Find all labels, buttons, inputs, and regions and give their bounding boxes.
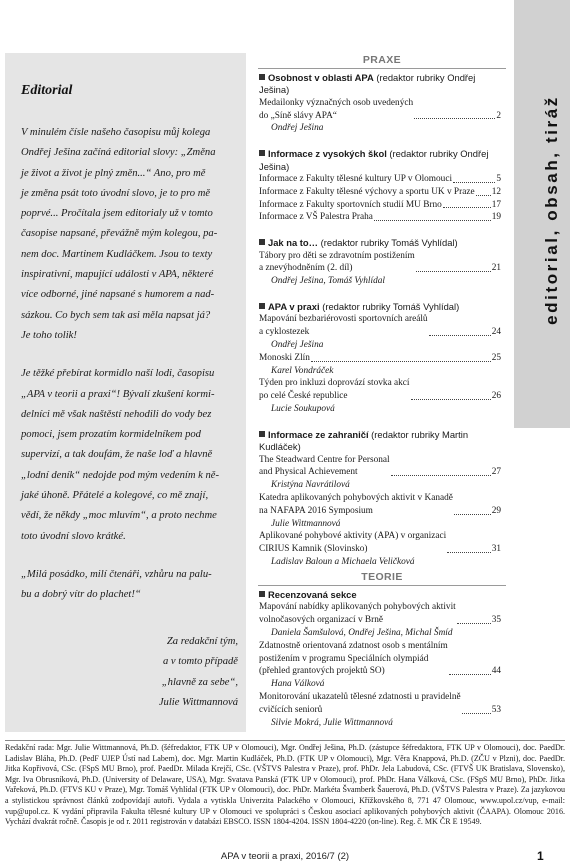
square-bullet-icon — [259, 74, 265, 80]
toc-section — [259, 72, 501, 135]
toc-section-heading: Osobnost v oblasti APA (redaktor rubriky Ondřej Ješina) — [259, 72, 476, 96]
editorial-paragraph: „Milá posádko, milí čtenáři, vzhůru na palu- bu a dobrý vítr do plachet!“ — [21, 568, 212, 601]
toc-author: Julie Wittmannová — [271, 518, 341, 529]
toc-section-heading: Jak na to… (redaktor rubriky Tomáš Vyhlídal) — [259, 237, 501, 249]
editorial-board-credits: Redakční rada: Mgr. Julie Wittmannová, Ph.D. (šéfredaktor, FTK UP v Olomouci), Mgr. Ondřej Ješina, Ph.D. (zástupce šéfredaktora, FTK UP v Olomouci), doc. PaedDr. Ladislav Bláha, Ph.D. (PedF UJEP Ústí nad Labem), doc. Mgr. Martin Kudláček, Ph.D. (FTK UP v Olomouci), Mgr. Věra Knappová, Ph.D. (ZČU v Plzni), doc. PaedDr. Jitka Kopřivová, CSc. (FSpS MU Brno), prof. PaedDr. Milada Krejčí, CSc. (VŠTVS Palestra v Praze), prof. PhDr. Jela Labudová, CSc. (FTVŠ UK Bratislava, Slovensko), Mgr. Iva Obrusníková, Ph.D. (University of Delaware, USA), Mgr. Svatava Panská (FTK UP v Olomouci), prof. PhDr. Hana Válková, CSc. (FSpS MU Brno), PhDr. Jitka Vařeková, Ph.D. (FTVS KU v Praze), Mgr. Tomáš Vyhlídal (FTK UP v Olomouci), doc. PhDr. Markéta Švamberk Šauerová, Ph.D. (VŠTVS Palestra v Praze). Za jazykovou a stylistickou správnost článků zodpovídají autoři. Vydala a vytiskla Univerzita Palackého v Olomouci, Křížkovského 8, 771 47 Olomouc, www.upol.cz/vup, e-mail: vup@upol.cz. K vydání připravila Fakulta tělesné kultury UP v Olomouci ve spolupráci s Českou asociací aplikovaných pohybových aktivit (ČAAPA). Olomouc 2016. Vychází dvakrát ročně. Časopis je od r. 2011 registrován v databázi EBSCO. ISSN 1804-4204. ISSN 1804-4220 (on-line). Reg. č. MK ČR E 19549. — [5, 743, 565, 827]
table-of-contents — [259, 72, 501, 582]
editorial-signature: Za redakční tým, a v tomto případě „hlavně za sebe“, Julie Wittmannová — [158, 636, 238, 708]
section-heading-teorie: TEORIE — [361, 571, 403, 583]
editorial-title: Editorial — [21, 83, 73, 98]
toc-author: Silvie Mokrá, Julie Wittmannová — [271, 717, 393, 728]
toc-section — [259, 148, 501, 224]
toc-section-heading: Informace ze zahraničí (redaktor rubriky Martin Kudláček) — [259, 428, 469, 453]
toc-section — [259, 237, 501, 288]
toc-section — [259, 429, 501, 569]
toc-section-heading: APA v praxi (redaktor rubriky Tomáš Vyhlídal) — [259, 301, 501, 313]
section-rule — [258, 68, 506, 69]
toc-section — [259, 589, 501, 729]
footer-rule — [5, 740, 565, 741]
toc-author: Hana Válková — [271, 679, 325, 690]
toc-author: Lucie Soukupová — [271, 403, 335, 414]
toc-author: Karel Vondráček — [271, 365, 334, 376]
square-bullet-icon — [259, 303, 265, 309]
toc-entry[interactable]: Týden pro inkluzi doprovází stovka akcí po celé České republice 26 — [259, 378, 501, 402]
toc-entry[interactable]: Medailonky význačných osob uvedených do „Síně slávy APA“ 2 — [259, 97, 501, 121]
toc-author: Ondřej Ješina — [271, 123, 324, 134]
section-rule — [258, 585, 506, 586]
toc-section — [259, 301, 501, 416]
toc-entry[interactable]: Katedra aplikovaných pohybových aktivit v Kanadě na NAFAPA 2016 Symposium 29 — [259, 492, 501, 516]
toc-entry[interactable]: Informace z Fakulty tělesné kultury UP v Olomouci 5 — [259, 174, 501, 185]
toc-author: Ladislav Baloun a Michaela Veličková — [271, 556, 415, 567]
square-bullet-icon — [259, 591, 265, 597]
toc-entry[interactable]: Monoski Zlín 25 — [259, 352, 501, 363]
toc-entry[interactable]: Informace z Fakulty tělesné výchovy a sportu UK v Praze 12 — [259, 186, 501, 197]
toc-entry[interactable]: Aplikované pohybové aktivity (APA) v organizaci CIRIUS Kamnik (Slovinsko) 31 — [259, 531, 501, 555]
toc-author: Ondřej Ješina — [271, 340, 324, 350]
toc-entry[interactable]: Zdatnostně orientovaná zdatnost osob s mentálním postižením v programu Speciálních olympiád (přehled grantových projektů SO) 44 — [259, 640, 501, 677]
page-number: 1 — [537, 849, 544, 863]
square-bullet-icon — [259, 239, 265, 245]
toc-author: Daniela Šamšulová, Ondřej Ješina, Michal Šmíd — [271, 628, 453, 638]
toc-entry[interactable]: Mapování nabídky aplikovaných pohybových aktivit volnočasových organizací v Brně 35 — [259, 602, 501, 626]
section-heading-praxe: PRAXE — [362, 54, 402, 66]
square-bullet-icon — [259, 150, 265, 156]
side-tab-label: editorial, obsah, tiráž — [542, 95, 561, 325]
editorial-body — [21, 123, 238, 624]
table-of-contents-theory — [259, 589, 501, 742]
toc-section-heading: Recenzovaná sekce — [259, 589, 501, 601]
toc-section-heading: Informace z vysokých škol (redaktor rubriky Ondřej Ješina) — [259, 148, 489, 172]
toc-author: Ondřej Ješina, Tomáš Vyhlídal — [271, 276, 385, 287]
toc-entry[interactable]: Informace z VŠ Palestra Praha 19 — [259, 212, 501, 223]
editorial-paragraph: Je těžké přebírat kormidlo naší lodi, časopisu „APA v teorii a praxi“! Bývalí zkušení kormi- delníci mě však naštěstí nehodili do vody bez pomoci, jsem prozatím kormidelníkem pod supervizí, a tak doufám, že naše loď a hlavně „lodní deník“ nedojde pod mým vedením k ně- jaké úhoně. Přátelé a kolegové, co mě znají, vědí, že někdy „moc mluvím“, a proto nechme toto úvodní slovo krátké. — [21, 368, 219, 542]
journal-footer: APA v teorii a praxi, 2016/7 (2) — [220, 851, 350, 862]
editorial-paragraph: V minulém čísle našeho časopisu můj kolega Ondřej Ješina začíná editorial slovy: „Změna je život a život je plný změn...“ Ano, pro mě je změna psát toto úvodní slovo, je to pro mě poprvé... Pročítala jsem editorialy už v tomto časopise napsané, převážně mým kolegou, pa- nem doc. Martinem Kudláčkem. Jsou to texty inspirativní, mapující události v APA, některé více odborné, jiné napsané s humorem a nad- sázkou. Co bych sem tak asi měla napsat já? Je toho tolik! — [21, 127, 218, 341]
toc-entry[interactable]: Tábory pro děti se zdravotním postižením a znevýhodněním (2. díl) 21 — [259, 250, 501, 274]
toc-entry[interactable]: The Steadward Centre for Personal and Physical Achievement 27 — [259, 454, 501, 478]
toc-entry[interactable]: Monitorování ukazatelů tělesné zdatnosti u pravidelně cvičících seniorů 53 — [259, 691, 501, 715]
toc-author: Kristýna Navrátilová — [271, 480, 350, 491]
toc-entry[interactable]: Mapování bezbariérovosti sportovních areálů a cyklostezek 24 — [259, 314, 501, 338]
square-bullet-icon — [259, 431, 265, 437]
toc-entry[interactable]: Informace z Fakulty sportovních studií MU Brno 17 — [259, 199, 501, 210]
